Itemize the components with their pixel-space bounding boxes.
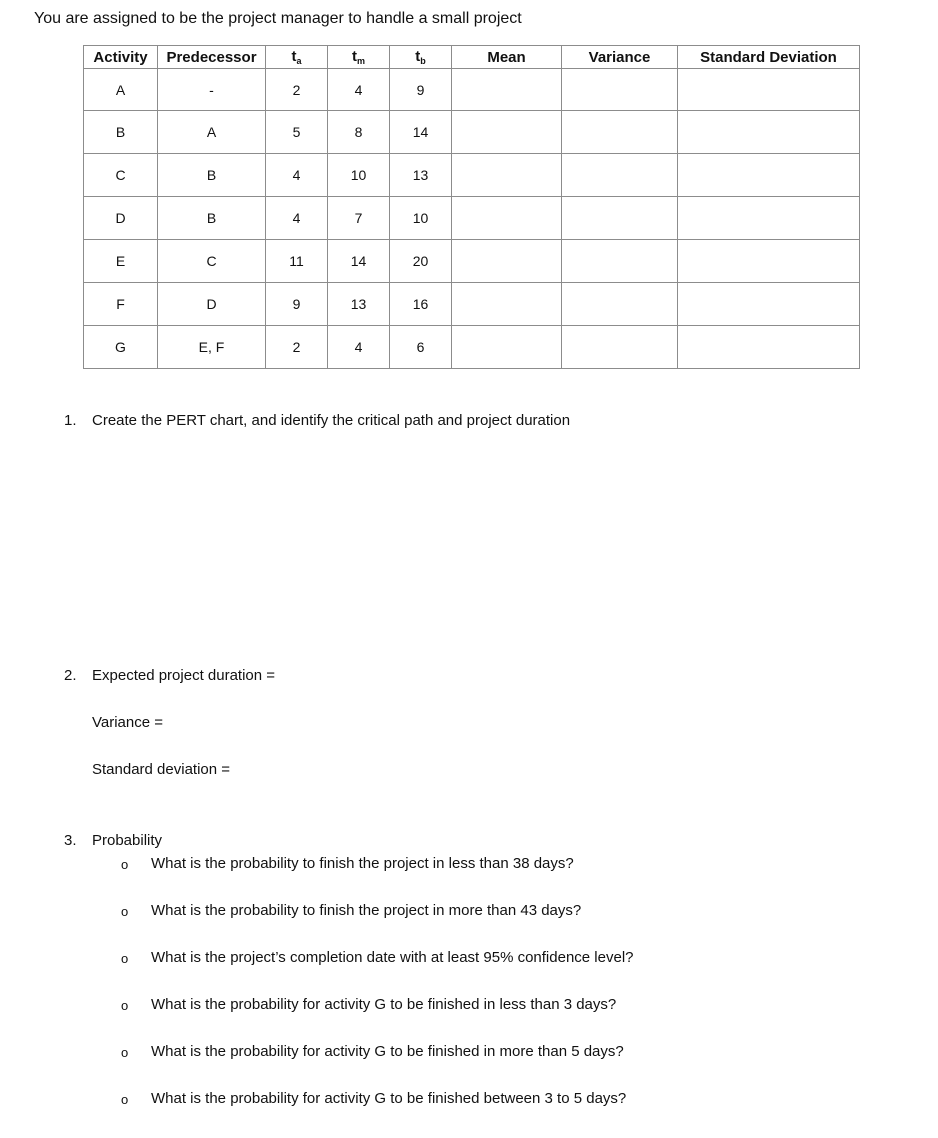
- table-row: [84, 154, 860, 197]
- cell-ta: 2: [266, 69, 328, 111]
- intro-text: You are assigned to be the project manager to handle a small project: [34, 10, 522, 27]
- cell-predecessor: -: [158, 69, 266, 111]
- cell-tm: 10: [328, 154, 390, 197]
- bullet-icon: o: [121, 1092, 129, 1107]
- bullet-icon: o: [121, 904, 129, 919]
- cell-ta: 5: [266, 111, 328, 154]
- cell-activity: B: [84, 111, 158, 154]
- cell-tm: 13: [328, 283, 390, 326]
- cell-mean[interactable]: [452, 154, 562, 197]
- bullet-icon: o: [121, 857, 129, 872]
- table-row: [84, 326, 860, 369]
- question-3-text: Probability: [92, 832, 163, 849]
- table-row: [84, 197, 860, 240]
- table-row: [84, 111, 860, 154]
- question-2: [64, 667, 275, 684]
- cell-activity: E: [84, 240, 158, 283]
- cell-mean[interactable]: [452, 240, 562, 283]
- bullet-icon: o: [121, 951, 129, 966]
- question-2-text: Expected project duration =: [92, 667, 276, 684]
- cell-activity: C: [84, 154, 158, 197]
- cell-ta: 4: [266, 154, 328, 197]
- cell-mean[interactable]: [452, 111, 562, 154]
- cell-activity: G: [84, 326, 158, 369]
- cell-variance[interactable]: [562, 111, 678, 154]
- probability-question: What is the probability for activity G to be finished in more than 5 days?: [151, 1043, 624, 1060]
- probability-question: What is the probability for activity G to be finished between 3 to 5 days?: [151, 1090, 627, 1107]
- cell-tb: 14: [390, 111, 452, 154]
- pert-table: [83, 45, 860, 369]
- cell-predecessor: B: [158, 154, 266, 197]
- bullet-icon: o: [121, 1045, 129, 1060]
- probability-question: What is the probability to finish the project in more than 43 days?: [151, 902, 582, 919]
- cell-mean[interactable]: [452, 326, 562, 369]
- probability-question: What is the probability for activity G to be finished in less than 3 days?: [151, 996, 617, 1013]
- cell-variance[interactable]: [562, 69, 678, 111]
- probability-question: What is the project’s completion date with at least 95% confidence level?: [151, 949, 634, 966]
- header-predecessor: Predecessor: [158, 46, 266, 69]
- cell-std[interactable]: [678, 154, 860, 197]
- cell-tb: 20: [390, 240, 452, 283]
- cell-tb: 9: [390, 69, 452, 111]
- cell-tm: 8: [328, 111, 390, 154]
- cell-mean[interactable]: [452, 69, 562, 111]
- header-std: Standard Deviation: [678, 46, 860, 69]
- cell-tm: 4: [328, 69, 390, 111]
- cell-tb: 10: [390, 197, 452, 240]
- question-3: [64, 832, 162, 849]
- cell-predecessor: B: [158, 197, 266, 240]
- table-row: [84, 240, 860, 283]
- probability-question: What is the probability to finish the project in less than 38 days?: [151, 855, 574, 872]
- cell-std[interactable]: [678, 240, 860, 283]
- header-variance: Variance: [562, 46, 678, 69]
- cell-std[interactable]: [678, 111, 860, 154]
- cell-predecessor: C: [158, 240, 266, 283]
- cell-mean[interactable]: [452, 197, 562, 240]
- cell-predecessor: D: [158, 283, 266, 326]
- cell-mean[interactable]: [452, 283, 562, 326]
- question-1-number: 1.: [64, 412, 77, 429]
- cell-ta: 4: [266, 197, 328, 240]
- cell-ta: 2: [266, 326, 328, 369]
- cell-tb: 13: [390, 154, 452, 197]
- header-tb: $t_b$: [390, 46, 452, 69]
- variance-label: Variance =: [92, 714, 164, 731]
- table-row: [84, 69, 860, 111]
- cell-activity: F: [84, 283, 158, 326]
- cell-variance[interactable]: [562, 283, 678, 326]
- question-1-text: Create the PERT chart, and identify the critical path and project duration: [92, 412, 571, 429]
- header-tm: $t_m$: [328, 46, 390, 69]
- cell-variance[interactable]: [562, 326, 678, 369]
- cell-tm: 14: [328, 240, 390, 283]
- cell-tb: 6: [390, 326, 452, 369]
- cell-variance[interactable]: [562, 197, 678, 240]
- cell-std[interactable]: [678, 283, 860, 326]
- table-row: [84, 283, 860, 326]
- cell-ta: 11: [266, 240, 328, 283]
- cell-variance[interactable]: [562, 154, 678, 197]
- question-1: [64, 412, 570, 429]
- cell-activity: D: [84, 197, 158, 240]
- cell-ta: 9: [266, 283, 328, 326]
- std-deviation-label: Standard deviation =: [92, 761, 231, 778]
- cell-predecessor: A: [158, 111, 266, 154]
- cell-std[interactable]: [678, 197, 860, 240]
- cell-tb: 16: [390, 283, 452, 326]
- header-activity: Activity: [84, 46, 158, 69]
- cell-predecessor: E, F: [158, 326, 266, 369]
- cell-std[interactable]: [678, 69, 860, 111]
- cell-std[interactable]: [678, 326, 860, 369]
- cell-tm: 7: [328, 197, 390, 240]
- header-mean: Mean: [452, 46, 562, 69]
- bullet-icon: o: [121, 998, 129, 1013]
- header-ta: $t_a$: [266, 46, 328, 69]
- table-header-row: [84, 46, 860, 69]
- question-3-number: 3.: [64, 832, 77, 849]
- question-2-number: 2.: [64, 667, 77, 684]
- cell-activity: A: [84, 69, 158, 111]
- cell-variance[interactable]: [562, 240, 678, 283]
- cell-tm: 4: [328, 326, 390, 369]
